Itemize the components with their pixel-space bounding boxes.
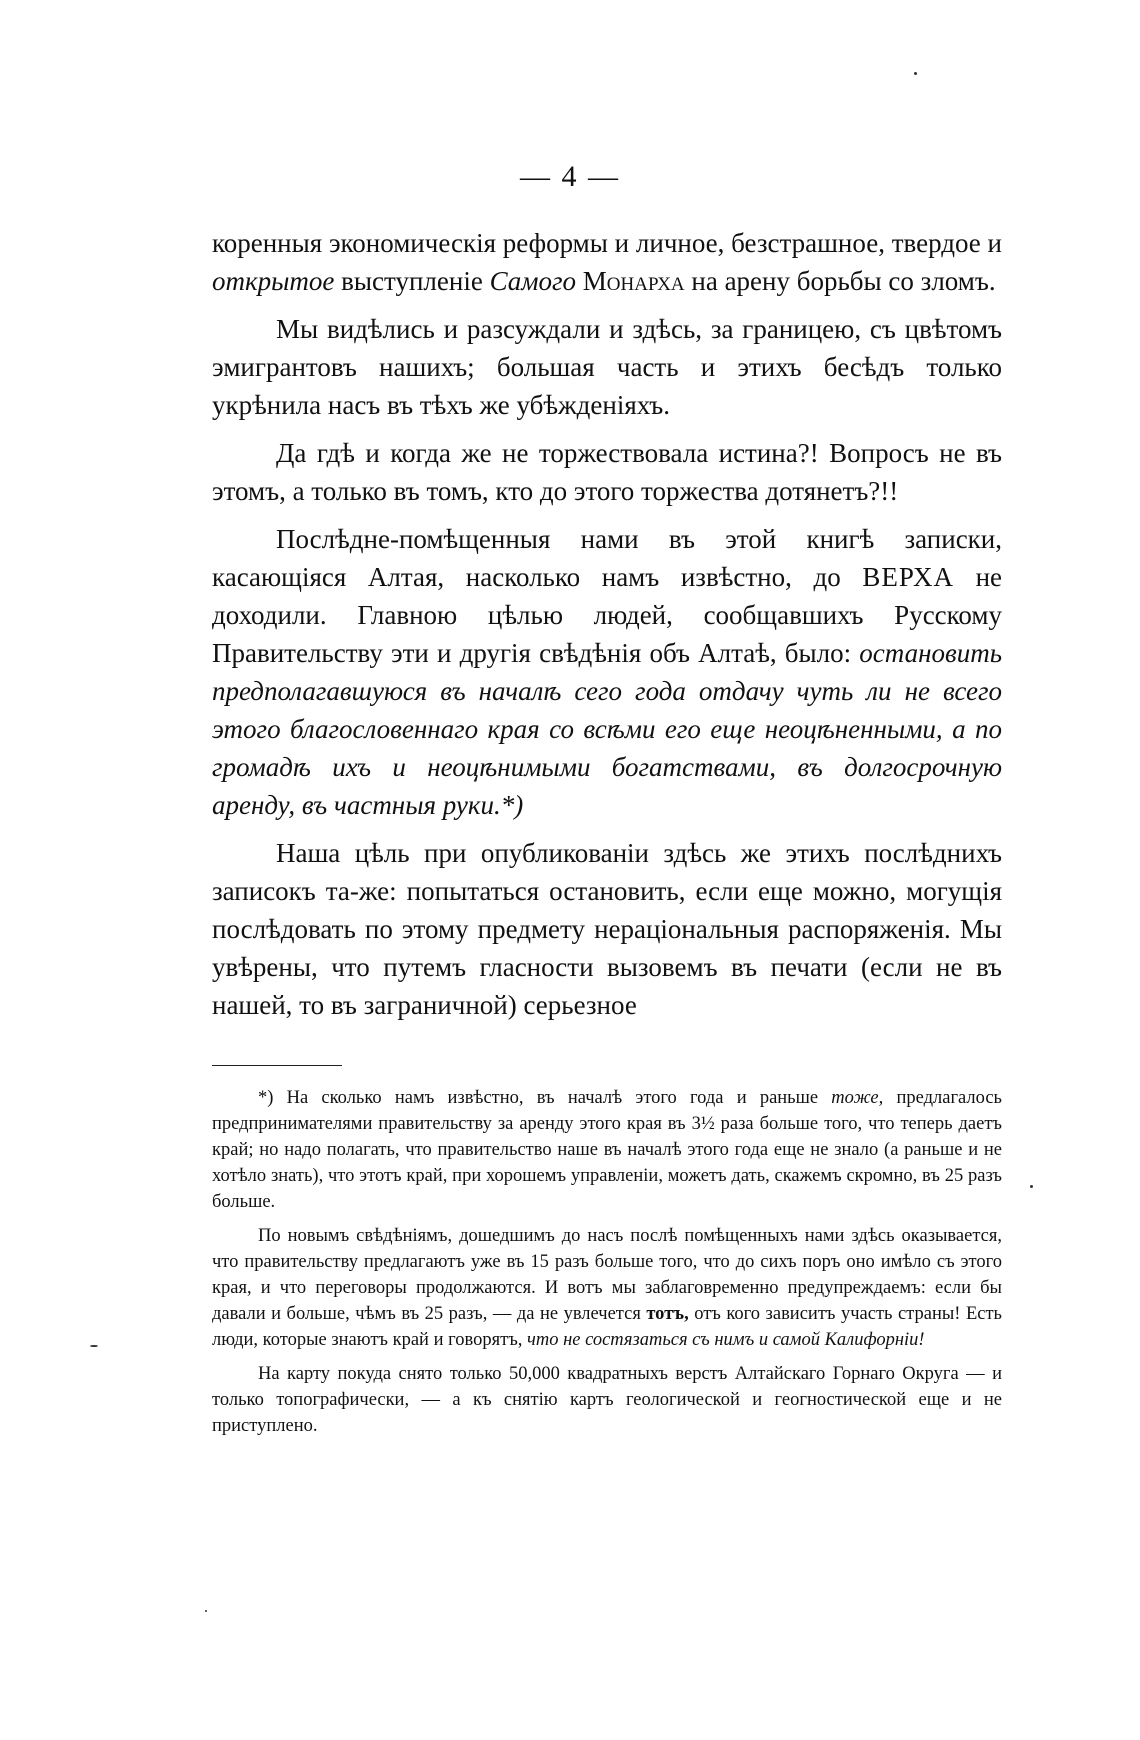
paragraph-1-text-c: на арену борьбы со зломъ.: [684, 266, 996, 296]
scan-speck: [914, 72, 917, 75]
footnote-rule: [212, 1065, 342, 1066]
paragraph-1-text-a: коренныя экономическія реформы и личное, безстрашное, твердое и: [212, 228, 1002, 258]
scan-speck: [205, 1610, 207, 1612]
footnotes: [212, 1085, 1002, 1447]
page-number: — 4 —: [520, 160, 620, 193]
footnote-1-text-a: *) На сколько намъ извѣстно, въ началѣ этого года и раньше: [258, 1088, 832, 1108]
paragraph-5: Наша цѣль при опубликованіи здѣсь же этихъ послѣднихъ записокъ та-же: попытаться остановить, если еще можно, могущія послѣдовать по этому предмету нераціональныя распоряженія. Мы увѣрены, что путемъ гласности вызовемъ въ печати (если не въ нашей, то въ заграничной) серьезное: [212, 838, 1002, 1020]
paragraph-3: Да гдѣ и когда же не торжествовала истина?! Вопросъ не въ этомъ, а только въ томъ, кто до этого торжества дотянетъ?!!: [212, 438, 1002, 506]
footnote-2-italic: что не состязаться съ нимъ и самой Калифорніи!: [527, 1330, 925, 1350]
paragraph-1-text-b: выступленіе: [334, 266, 490, 296]
footnote-2-bold: тотъ,: [646, 1304, 689, 1324]
paragraph-4: [212, 520, 1002, 824]
footnote-2: [212, 1223, 1002, 1353]
paragraph-2: Мы видѣлись и разсуждали и здѣсь, за границею, съ цвѣтомъ эмигрантовъ нашихъ; большая часть и этихъ бесѣдъ только укрѣнила насъ въ тѣхъ же убѣжденіяхъ.: [212, 314, 1002, 420]
paragraph-4-text-b: не доходили. Главною цѣлью людей, сообщавшихъ Русскому Правительству эти и другія свѣдѣнія объ Алтаѣ, было:: [212, 562, 1003, 668]
paragraph-4-caps: ВЕРХА: [862, 562, 954, 592]
paragraph-4-text-a: Послѣдне-помѣщенныя нами въ этой книгѣ записки, касающіяся Алтая, насколько намъ извѣстно, до: [212, 524, 1002, 592]
paragraph-1-italic-b: Самого: [489, 266, 577, 296]
footnote-1-italic: тоже,: [831, 1088, 884, 1108]
scan-speck: [90, 1345, 98, 1347]
main-text: [212, 224, 1002, 1034]
paragraph-1-italic-a: открытое: [212, 266, 335, 296]
paragraph-1: [212, 224, 1002, 300]
paragraph-4-italic: остановить предполагавшуюся въ началѣ сего года отдачу чуть ли не всего этого благословеннаго края со всѣми его еще неоцѣненными, а по громадѣ ихъ и неоцѣнимыми богатствами, въ долгосрочную аренду, въ частныя руки.*): [212, 638, 1002, 820]
footnote-2-text-b: отъ кого зависитъ участь страны! Есть люди, которые знаютъ край и говорятъ,: [212, 1304, 1002, 1350]
scan-speck: [1030, 1185, 1033, 1188]
footnote-1: [212, 1085, 1002, 1215]
footnote-1-text-b: предлагалось предпринимателями правительству за аренду этого края въ 3½ раза больше того, что теперь даетъ край; но надо полагать, что правительство наше въ началѣ этого года еще не знало (а раньше и не хотѣло знать), что этотъ край, при хорошемъ управленіи, можетъ дать, скажемъ скромно, въ 25 разъ больше.: [212, 1088, 1002, 1212]
footnote-3: На карту покуда снято только 50,000 квадратныхъ верстъ Алтайскаго Горнаго Округа — и только топографически, — а къ снятію картъ геологической и геогностической еще и не приступлено.: [212, 1364, 1002, 1436]
footnote-2-text-a: По новымъ свѣдѣніямъ, дошедшимъ до насъ послѣ помѣщенныхъ нами здѣсь оказывается, что правительству предлагаютъ уже въ 15 разъ больше того, что до сихъ поръ оно имѣло съ этого края, и что переговоры продолжаются. И вотъ мы заблаговременно предупреждаемъ: если бы давали и больше, чѣмъ въ 25 разъ, — да не увлечется: [212, 1226, 1002, 1324]
paragraph-1-smallcaps: Монарха: [576, 266, 685, 296]
